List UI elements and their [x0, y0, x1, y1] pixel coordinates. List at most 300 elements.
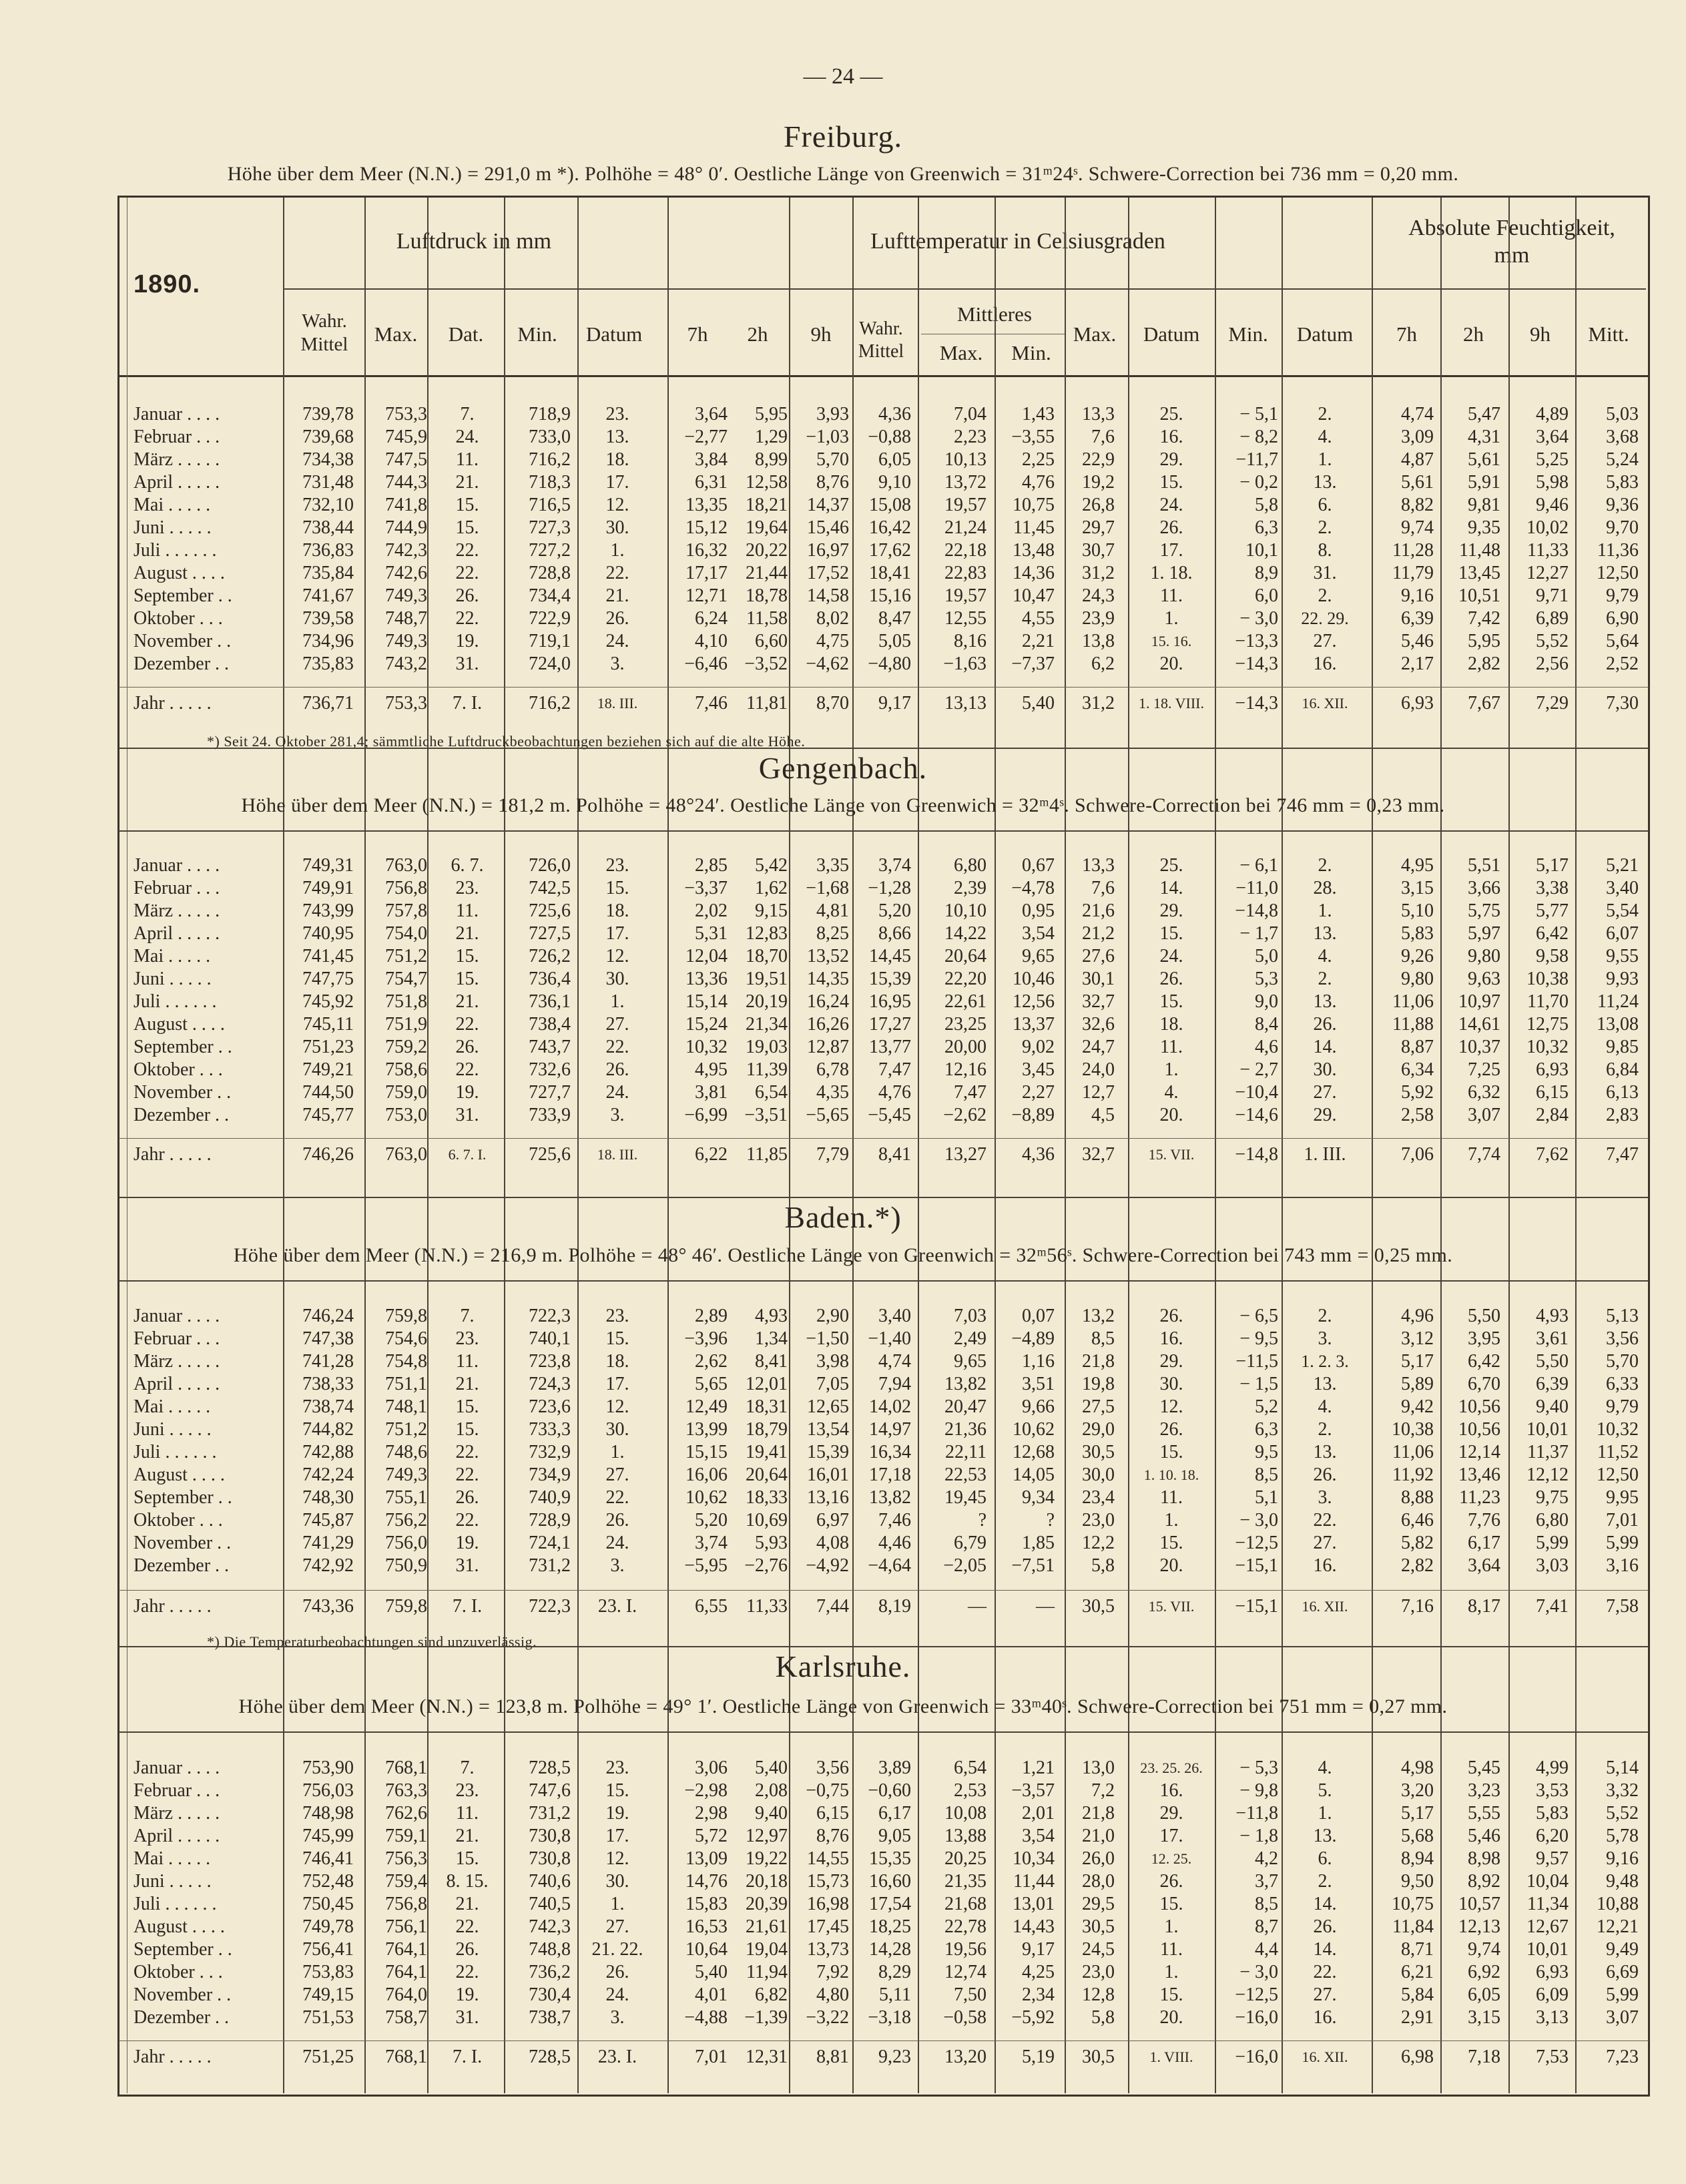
- table-cell: 22.: [455, 1962, 479, 1982]
- year-cell: 16. XII.: [1302, 695, 1348, 712]
- row-label: Dezember . .: [133, 2007, 230, 2028]
- column-rule: [1065, 198, 1066, 2093]
- table-cell: 4,4: [1255, 1939, 1278, 1960]
- table-cell: 6,42: [1468, 1351, 1500, 1372]
- table-cell: 741,45: [302, 946, 354, 967]
- table-cell: 3,06: [695, 1757, 728, 1778]
- table-cell: 19.: [605, 1803, 629, 1824]
- table-cell: 5,83: [1606, 472, 1639, 493]
- row-label: März . . . . .: [133, 449, 220, 470]
- table-cell: 18,70: [746, 946, 788, 967]
- table-cell: 9,50: [1401, 1871, 1434, 1892]
- table-cell: 759,4: [385, 1871, 427, 1892]
- table-cell: 17,18: [869, 1464, 911, 1485]
- table-cell: 4.: [1318, 427, 1332, 447]
- table-cell: 30.: [605, 969, 629, 989]
- table-cell: 11,48: [1459, 540, 1500, 561]
- table-cell: 21.: [455, 1374, 479, 1394]
- table-cell: 753,90: [302, 1757, 354, 1778]
- table-cell: 744,3: [385, 472, 427, 493]
- table-cell: 3,7: [1255, 1871, 1278, 1892]
- table-cell: −3,22: [806, 2007, 849, 2028]
- table-cell: 22,78: [944, 1916, 987, 1937]
- year-cell: —: [1036, 1596, 1055, 1617]
- table-cell: 9,79: [1606, 585, 1639, 606]
- header-mittleres-min: Min.: [1011, 341, 1051, 364]
- table-cell: 734,96: [302, 631, 354, 651]
- table-cell: 5,51: [1468, 855, 1500, 876]
- table-cell: − 5,3: [1239, 1757, 1278, 1778]
- table-cell: −5,95: [684, 1555, 728, 1576]
- table-cell: 20,19: [746, 991, 788, 1012]
- table-cell: 13,82: [869, 1487, 911, 1508]
- table-cell: 6,69: [1606, 1962, 1639, 1982]
- table-cell: 13,09: [685, 1848, 728, 1869]
- year-cell: 8,19: [878, 1596, 911, 1617]
- year-cell: 30,5: [1082, 2046, 1115, 2067]
- table-cell: 16,97: [807, 540, 849, 561]
- table-cell: 17.: [605, 1826, 629, 1846]
- table-cell: 5,47: [1468, 404, 1500, 425]
- table-cell: 5,42: [755, 855, 788, 876]
- table-cell: 748,7: [385, 608, 427, 629]
- table-cell: 30,7: [1082, 540, 1115, 561]
- table-cell: 12.: [1159, 1396, 1183, 1417]
- table-cell: 6,3: [1255, 517, 1278, 538]
- table-cell: 22.: [455, 1014, 479, 1035]
- table-cell: 14.: [1159, 878, 1183, 898]
- table-cell: 2,83: [1606, 1105, 1639, 1125]
- table-cell: 27.: [1313, 1984, 1337, 2005]
- table-cell: 19,64: [746, 517, 788, 538]
- table-cell: 12,75: [1526, 1014, 1569, 1035]
- table-cell: 745,92: [302, 991, 354, 1012]
- table-cell: 5,11: [879, 1984, 911, 2005]
- table-cell: 3,45: [1022, 1059, 1055, 1080]
- table-cell: 19,57: [944, 585, 987, 606]
- year-cell: 7,74: [1468, 1144, 1500, 1165]
- table-cell: − 6,1: [1239, 855, 1278, 876]
- table-cell: 742,6: [385, 563, 427, 583]
- year-cell: 5,40: [1022, 693, 1055, 714]
- table-cell: 718,3: [529, 472, 571, 493]
- table-cell: 745,77: [302, 1105, 354, 1125]
- table-cell: 1,85: [1022, 1533, 1055, 1553]
- table-cell: 21,36: [944, 1419, 987, 1440]
- table-cell: 5,46: [1401, 631, 1434, 651]
- table-cell: 10,10: [944, 900, 987, 921]
- table-cell: 748,98: [302, 1803, 354, 1824]
- table-cell: 5,2: [1255, 1396, 1278, 1417]
- table-cell: 1.: [610, 540, 625, 561]
- table-cell: 27,6: [1082, 946, 1115, 967]
- table-cell: 11,23: [1459, 1487, 1500, 1508]
- table-cell: 30,5: [1082, 1442, 1115, 1462]
- table-cell: 11.: [456, 449, 479, 470]
- table-cell: 4,2: [1255, 1848, 1278, 1869]
- table-cell: 9,81: [1468, 495, 1500, 515]
- table-cell: 3,51: [1022, 1374, 1055, 1394]
- table-cell: 9,17: [1022, 1939, 1055, 1960]
- table-cell: 751,53: [302, 2007, 354, 2028]
- table-cell: 3,64: [1536, 427, 1569, 447]
- table-cell: 9,02: [1022, 1037, 1055, 1057]
- table-cell: 9,42: [1401, 1396, 1434, 1417]
- table-cell: 13,35: [685, 495, 728, 515]
- table-cell: 2,82: [1401, 1555, 1434, 1576]
- header-temp-datum2: Datum: [1296, 322, 1354, 346]
- table-cell: 756,0: [385, 1533, 427, 1553]
- table-cell: 11,84: [1392, 1916, 1434, 1937]
- year-cell: 7,53: [1536, 2046, 1569, 2067]
- table-cell: 23.: [605, 1306, 629, 1326]
- column-rule: [1215, 198, 1216, 2093]
- table-cell: 6,97: [816, 1510, 849, 1531]
- table-cell: 1,34: [755, 1328, 788, 1349]
- table-cell: 5,97: [1468, 923, 1500, 944]
- table-cell: 19,04: [746, 1939, 788, 1960]
- year-cell: 8,70: [816, 693, 849, 714]
- table-cell: 2,90: [816, 1306, 849, 1326]
- table-cell: 12,12: [1526, 1464, 1569, 1485]
- table-cell: 726,2: [529, 946, 571, 967]
- table-cell: 5,45: [1468, 1757, 1500, 1778]
- year-cell: 9,23: [878, 2046, 911, 2067]
- table-cell: 16.: [1313, 653, 1337, 674]
- table-cell: 12,97: [746, 1826, 788, 1846]
- table-cell: 14,35: [807, 969, 849, 989]
- table-cell: 3,23: [1468, 1780, 1500, 1801]
- header-temp-max: Max.: [1073, 322, 1117, 346]
- table-cell: 5,61: [1401, 472, 1434, 493]
- table-cell: −11,0: [1235, 878, 1278, 898]
- table-cell: 4,76: [878, 1082, 911, 1103]
- table-cell: 10,34: [1013, 1848, 1055, 1869]
- table-cell: 752,48: [302, 1871, 354, 1892]
- table-cell: 9,79: [1606, 1396, 1639, 1417]
- row-label: April . . . . .: [133, 1374, 220, 1394]
- table-cell: 9,85: [1606, 1037, 1639, 1057]
- year-cell: 7,62: [1536, 1144, 1569, 1165]
- table-cell: 10,04: [1526, 1871, 1569, 1892]
- table-cell: 26.: [605, 1962, 629, 1982]
- table-cell: 2,23: [954, 427, 987, 447]
- table-cell: 6,78: [816, 1059, 849, 1080]
- table-cell: 11,06: [1392, 1442, 1434, 1462]
- table-cell: 12.: [605, 1848, 629, 1869]
- table-cell: 12,2: [1082, 1533, 1115, 1553]
- table-cell: − 3,0: [1239, 1962, 1278, 1982]
- table-cell: 3,54: [1022, 923, 1055, 944]
- table-cell: 11.: [1160, 1037, 1183, 1057]
- year-cell: 13,13: [944, 693, 987, 714]
- table-cell: 6. 7.: [451, 855, 484, 876]
- table-cell: 13,48: [1013, 540, 1055, 561]
- table-cell: 12.: [605, 946, 629, 967]
- year-cell: −14,8: [1235, 1144, 1278, 1165]
- table-cell: 2,62: [695, 1351, 728, 1372]
- table-cell: 21.: [455, 991, 479, 1012]
- table-cell: 10,01: [1526, 1939, 1569, 1960]
- table-cell: 7,25: [1468, 1059, 1500, 1080]
- table-cell: 747,38: [302, 1328, 354, 1349]
- table-cell: 21.: [455, 923, 479, 944]
- table-cell: −12,5: [1235, 1533, 1278, 1553]
- table-cell: 1.: [610, 1894, 625, 1914]
- row-label: November . .: [133, 1533, 232, 1553]
- year-cell: 6. 7. I.: [448, 1146, 487, 1163]
- row-label: Juni . . . . .: [133, 1871, 212, 1892]
- table-cell: 18.: [605, 1351, 629, 1372]
- table-cell: 30,1: [1082, 969, 1115, 989]
- table-cell: 740,6: [529, 1871, 571, 1892]
- row-label: August . . . .: [133, 563, 225, 583]
- header-9h: 9h: [810, 322, 832, 346]
- table-cell: 736,83: [302, 540, 354, 561]
- table-cell: 11.: [1160, 1939, 1183, 1960]
- table-cell: 29.: [1159, 1351, 1183, 1372]
- table-cell: 742,3: [529, 1916, 571, 1937]
- table-cell: 20,64: [944, 946, 987, 967]
- table-cell: 730,8: [529, 1848, 571, 1869]
- table-cell: 31,2: [1082, 563, 1115, 583]
- table-cell: 12,8: [1082, 1984, 1115, 2005]
- header-wahr-mittel: Wahr. Mittel: [300, 310, 348, 355]
- table-cell: 3,56: [1606, 1328, 1639, 1349]
- year-cell: 6,98: [1401, 2046, 1434, 2067]
- station-info-freiburg: Höhe über dem Meer (N.N.) = 291,0 m *). Polhöhe = 48° 0′. Oestliche Länge von Greenwich = 31ᵐ24ˢ. Schwere-Correction bei 736 mm = 0,20 mm.: [227, 163, 1459, 185]
- table-cell: 15.: [455, 1848, 479, 1869]
- year-cell: 15. VII.: [1148, 1598, 1195, 1615]
- table-cell: 2,98: [695, 1803, 728, 1824]
- table-cell: 5,55: [1468, 1803, 1500, 1824]
- table-cell: −3,37: [684, 878, 728, 898]
- table-cell: 12,50: [1597, 563, 1639, 583]
- year-cell: 7,06: [1401, 1144, 1434, 1165]
- table-cell: 26.: [605, 608, 629, 629]
- table-cell: 10,13: [944, 449, 987, 470]
- table-cell: −5,65: [806, 1105, 849, 1125]
- table-cell: −2,05: [943, 1555, 987, 1576]
- table-cell: 730,8: [529, 1826, 571, 1846]
- year-cell: 763,0: [385, 1144, 427, 1165]
- table-cell: 3,09: [1401, 427, 1434, 447]
- year-cell: 7,30: [1606, 693, 1639, 714]
- table-cell: 747,6: [529, 1780, 571, 1801]
- table-cell: 5,25: [1536, 449, 1569, 470]
- table-cell: 5,92: [1401, 1082, 1434, 1103]
- table-cell: 18,31: [746, 1396, 788, 1417]
- table-cell: 7,50: [954, 1984, 987, 2005]
- table-cell: 722,3: [529, 1306, 571, 1326]
- table-cell: 22.: [455, 1442, 479, 1462]
- table-cell: 21.: [605, 585, 629, 606]
- table-cell: 3,74: [878, 855, 911, 876]
- section-divider: [119, 748, 1649, 749]
- table-cell: 718,9: [529, 404, 571, 425]
- table-cell: 17.: [605, 472, 629, 493]
- table-cell: 6,05: [1468, 1984, 1500, 2005]
- table-cell: 5,20: [878, 900, 911, 921]
- table-cell: 8,5: [1255, 1894, 1278, 1914]
- table-cell: 728,5: [529, 1757, 571, 1778]
- table-cell: 21,35: [944, 1871, 987, 1892]
- table-cell: 22,83: [944, 563, 987, 583]
- table-cell: 727,7: [529, 1082, 571, 1103]
- table-cell: 8,7: [1255, 1916, 1278, 1937]
- table-cell: − 9,5: [1239, 1328, 1278, 1349]
- table-cell: 749,3: [385, 631, 427, 651]
- year-cell: 7,67: [1468, 693, 1500, 714]
- table-cell: 11,52: [1597, 1442, 1639, 1462]
- row-label: Dezember . .: [133, 1555, 230, 1576]
- table-cell: 12,65: [807, 1396, 849, 1417]
- table-cell: 9,16: [1401, 585, 1434, 606]
- table-cell: 26.: [1313, 1464, 1337, 1485]
- row-label: Oktober . . .: [133, 608, 223, 629]
- table-cell: 12,14: [1458, 1442, 1500, 1462]
- table-cell: 8,5: [1091, 1328, 1115, 1349]
- table-cell: 8,92: [1468, 1871, 1500, 1892]
- table-cell: 13,3: [1082, 855, 1115, 876]
- table-cell: −0,75: [806, 1780, 849, 1801]
- table-cell: 751,23: [302, 1037, 354, 1057]
- table-cell: 756,8: [385, 1894, 427, 1914]
- table-cell: 3,56: [816, 1757, 849, 1778]
- table-cell: 3,68: [1606, 427, 1639, 447]
- table-cell: 24.: [1159, 946, 1183, 967]
- table-cell: −1,28: [868, 878, 911, 898]
- table-cell: 3,03: [1536, 1555, 1569, 1576]
- year-cell: 31,2: [1082, 693, 1115, 714]
- table-cell: − 8,2: [1239, 427, 1278, 447]
- table-cell: 3.: [610, 1555, 625, 1576]
- row-label: August . . . .: [133, 1464, 225, 1485]
- table-cell: 1,43: [1022, 404, 1055, 425]
- table-cell: 2,85: [695, 855, 728, 876]
- table-cell: 19,03: [746, 1037, 788, 1057]
- table-cell: 6,54: [954, 1757, 987, 1778]
- table-cell: 15.: [455, 969, 479, 989]
- table-cell: 15. 16.: [1151, 633, 1192, 649]
- table-cell: −2,98: [684, 1780, 728, 1801]
- table-cell: 17.: [605, 923, 629, 944]
- table-cell: 22,20: [944, 969, 987, 989]
- table-cell: 1.: [610, 1442, 625, 1462]
- table-cell: 20,18: [746, 1871, 788, 1892]
- table-cell: 26.: [605, 1510, 629, 1531]
- table-cell: 12,04: [685, 946, 728, 967]
- table-cell: −13,3: [1235, 631, 1278, 651]
- table-cell: 9,0: [1255, 991, 1278, 1012]
- table-cell: 26.: [455, 1939, 479, 1960]
- table-cell: 750,9: [385, 1555, 427, 1576]
- table-cell: 726,0: [529, 855, 571, 876]
- table-cell: 14,22: [944, 923, 987, 944]
- year-cell: 12,31: [746, 2046, 788, 2067]
- table-cell: 749,21: [302, 1059, 354, 1080]
- table-cell: 23,25: [944, 1014, 987, 1035]
- table-cell: 13,52: [807, 946, 849, 967]
- row-label: Februar . . .: [133, 878, 220, 898]
- table-cell: 13,88: [944, 1826, 987, 1846]
- table-cell: −4,62: [806, 653, 849, 674]
- table-cell: 738,44: [302, 517, 354, 538]
- table-cell: 16,24: [807, 991, 849, 1012]
- table-cell: 26.: [455, 585, 479, 606]
- table-cell: 15,14: [685, 991, 728, 1012]
- table-cell: 735,84: [302, 563, 354, 583]
- table-cell: 742,24: [302, 1464, 354, 1485]
- table-cell: 21,8: [1082, 1351, 1115, 1372]
- table-cell: 4.: [1164, 1082, 1179, 1103]
- table-cell: 12,50: [1597, 1464, 1639, 1485]
- header-wahr-mittel-temp: Wahr. Mittel: [858, 318, 904, 362]
- table-cell: −1,40: [868, 1328, 911, 1349]
- table-cell: 31.: [1313, 563, 1337, 583]
- table-cell: 4,55: [1022, 608, 1055, 629]
- table-cell: 13,01: [1013, 1894, 1055, 1914]
- table-cell: 741,28: [302, 1351, 354, 1372]
- table-cell: 16,34: [869, 1442, 911, 1462]
- table-cell: 759,2: [385, 1037, 427, 1057]
- row-label: März . . . . .: [133, 900, 220, 921]
- table-cell: 743,7: [529, 1037, 571, 1057]
- row-label: Oktober . . .: [133, 1059, 223, 1080]
- table-cell: 30.: [605, 1419, 629, 1440]
- table-cell: 5,99: [1606, 1984, 1639, 2005]
- table-cell: 21.: [455, 472, 479, 493]
- table-cell: 9,93: [1606, 969, 1639, 989]
- header-max: Max.: [374, 322, 418, 346]
- table-cell: −6,46: [684, 653, 728, 674]
- table-cell: 9,75: [1536, 1487, 1569, 1508]
- column-rule: [364, 198, 366, 2093]
- table-cell: −7,51: [1011, 1555, 1055, 1576]
- table-cell: 5,40: [755, 1757, 788, 1778]
- table-cell: 7,47: [954, 1082, 987, 1103]
- table-cell: 12,55: [944, 608, 987, 629]
- table-cell: 26.: [1159, 1306, 1183, 1326]
- column-rule: [1128, 198, 1129, 2093]
- station-info: Höhe über dem Meer (N.N.) = 181,2 m. Polhöhe = 48°24′. Oestliche Länge von Greenwich = 32ᵐ4ˢ. Schwere-Correction bei 746 mm = 0,23 mm.: [241, 794, 1445, 816]
- year-cell: 746,26: [302, 1144, 354, 1165]
- table-cell: 7,6: [1091, 427, 1115, 447]
- table-cell: 11.: [1160, 585, 1183, 606]
- table-cell: 754,7: [385, 969, 427, 989]
- column-rule: [1282, 198, 1283, 2093]
- table-cell: 9,80: [1401, 969, 1434, 989]
- table-cell: 753,0: [385, 1105, 427, 1125]
- table-cell: 13,99: [685, 1419, 728, 1440]
- table-cell: 3,38: [1536, 878, 1569, 898]
- year-cell: 751,25: [302, 2046, 354, 2067]
- table-cell: 723,8: [529, 1351, 571, 1372]
- table-cell: 2,91: [1401, 2007, 1434, 2028]
- table-cell: 8,88: [1401, 1487, 1434, 1508]
- table-cell: 15.: [455, 946, 479, 967]
- year-row-rule: [119, 687, 1649, 688]
- table-cell: 19,51: [746, 969, 788, 989]
- header-luftdruck: Luftdruck in mm: [396, 229, 552, 254]
- table-cell: 6,80: [954, 855, 987, 876]
- year-cell: 7,44: [816, 1596, 849, 1617]
- section-divider: [119, 830, 1649, 832]
- table-cell: 7.: [460, 404, 475, 425]
- table-cell: 15.: [455, 1396, 479, 1417]
- table-cell: 10,38: [1392, 1419, 1434, 1440]
- table-cell: 744,50: [302, 1082, 354, 1103]
